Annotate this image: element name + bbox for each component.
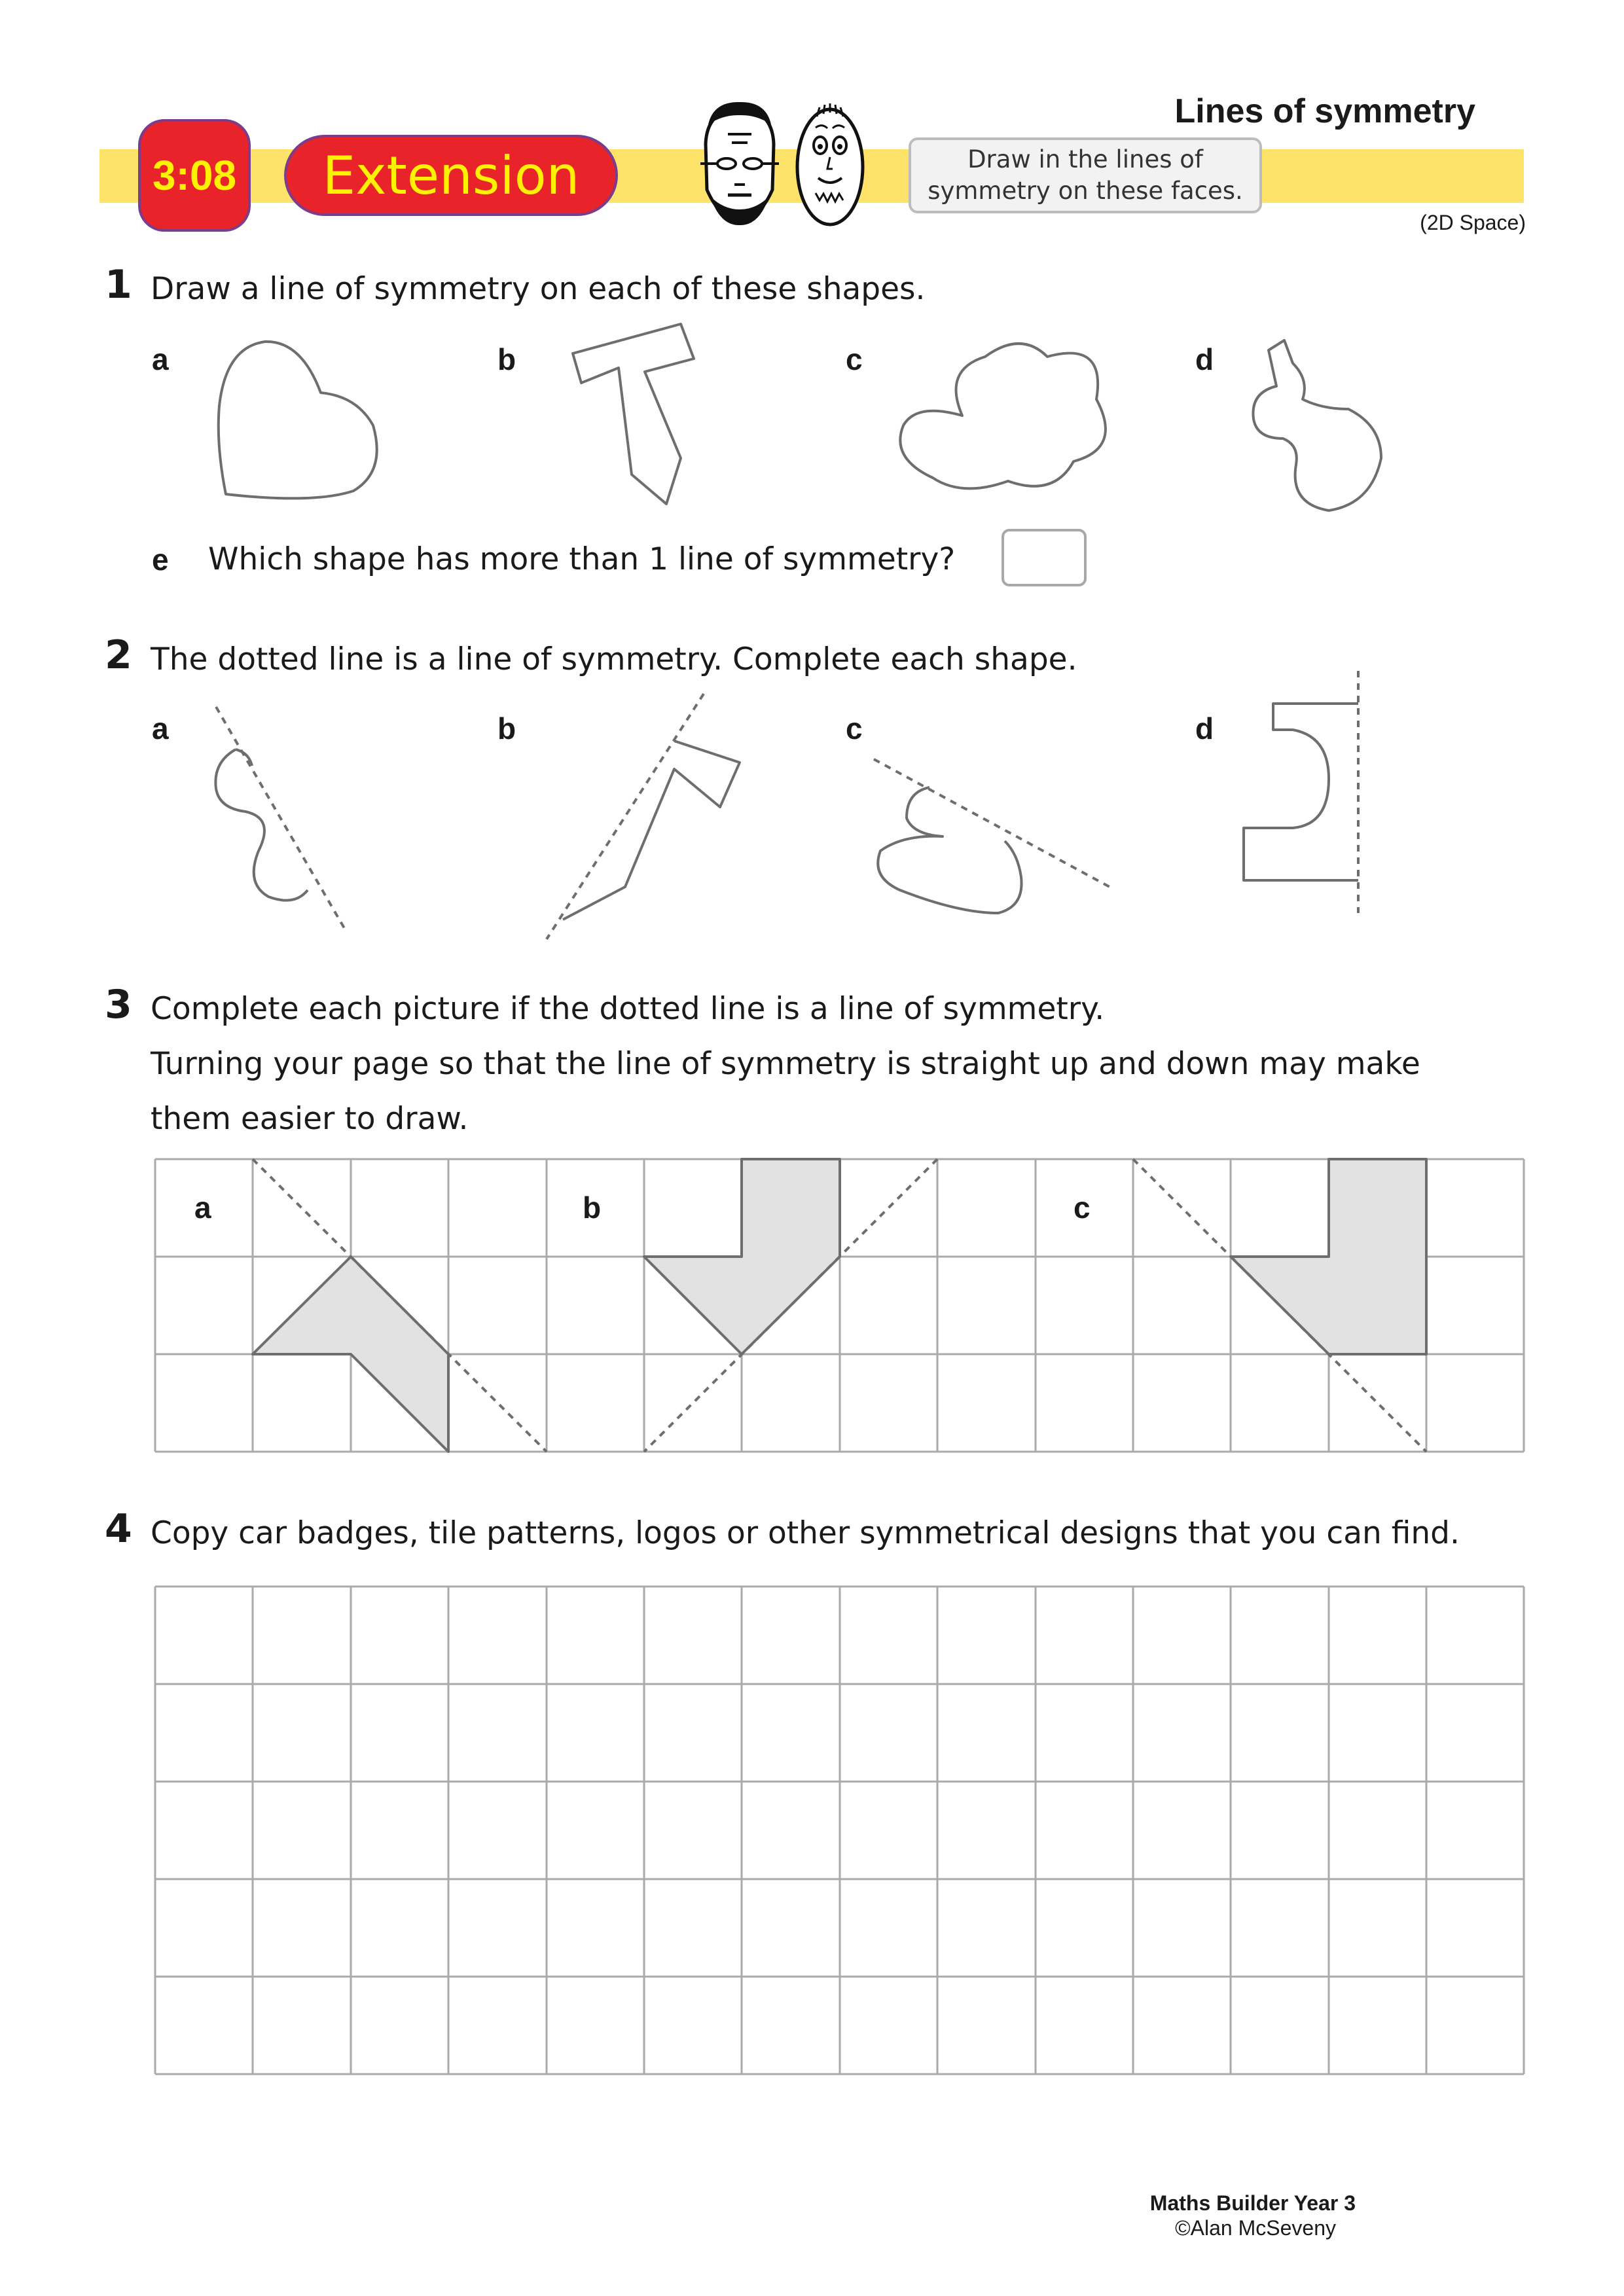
question-number: 4 [105,1506,132,1552]
question-text: them easier to draw. [151,1101,469,1137]
footer-book-title: Maths Builder Year 3 [1149,2191,1356,2215]
part-label: c [846,711,863,745]
part-label: e [152,543,169,577]
question-text: The dotted line is a line of symmetry. Complete each shape. [151,641,1077,677]
part-label: c [846,342,863,376]
tie-shape [573,324,694,504]
bottle-shape [1253,340,1381,511]
question-number: 1 [105,262,132,308]
q3b-half-shape [644,1159,840,1354]
lesson-code-badge: 3:08 [138,119,251,232]
half-shape [563,741,740,920]
level-badge: Extension [284,135,618,216]
part-label: b [497,342,516,376]
heart-shape [219,342,377,498]
part-label: a [152,711,169,745]
part-label: a [194,1191,211,1225]
part-label: a [152,342,169,376]
question-text: Copy car badges, tile patterns, logos or other symmetrical designs that you can find. [151,1515,1460,1551]
footer-copyright: ©Alan McSeveny [1175,2216,1336,2240]
part-label: b [583,1191,602,1225]
cloud-shape [900,344,1106,488]
question-text: Draw a line of symmetry on each of these shapes. [151,271,926,307]
half-shape [878,787,1021,913]
question-number: 3 [105,982,132,1028]
part-label: b [497,711,516,745]
half-shape [1244,704,1358,880]
part-label: d [1195,342,1214,376]
question-number: 2 [105,632,132,678]
answer-box[interactable] [1001,529,1087,586]
symmetry-line [547,694,704,939]
part-label: c [1074,1191,1091,1225]
half-shape [215,749,308,901]
question-text: Turning your page so that the line of symmetry is straight up and down may make [151,1046,1420,1082]
page-title: Lines of symmetry [1174,92,1475,130]
question-text: Which shape has more than 1 line of symmetry? [208,541,956,577]
part-label: d [1195,711,1214,745]
q3c-half-shape [1231,1159,1426,1354]
q4-grid [155,1587,1524,2074]
hint-box: Draw in the lines of symmetry on these faces. [909,137,1262,213]
strand-label: (2D Space) [1420,211,1526,234]
question-text: Complete each picture if the dotted line is a line of symmetry. [151,991,1105,1027]
